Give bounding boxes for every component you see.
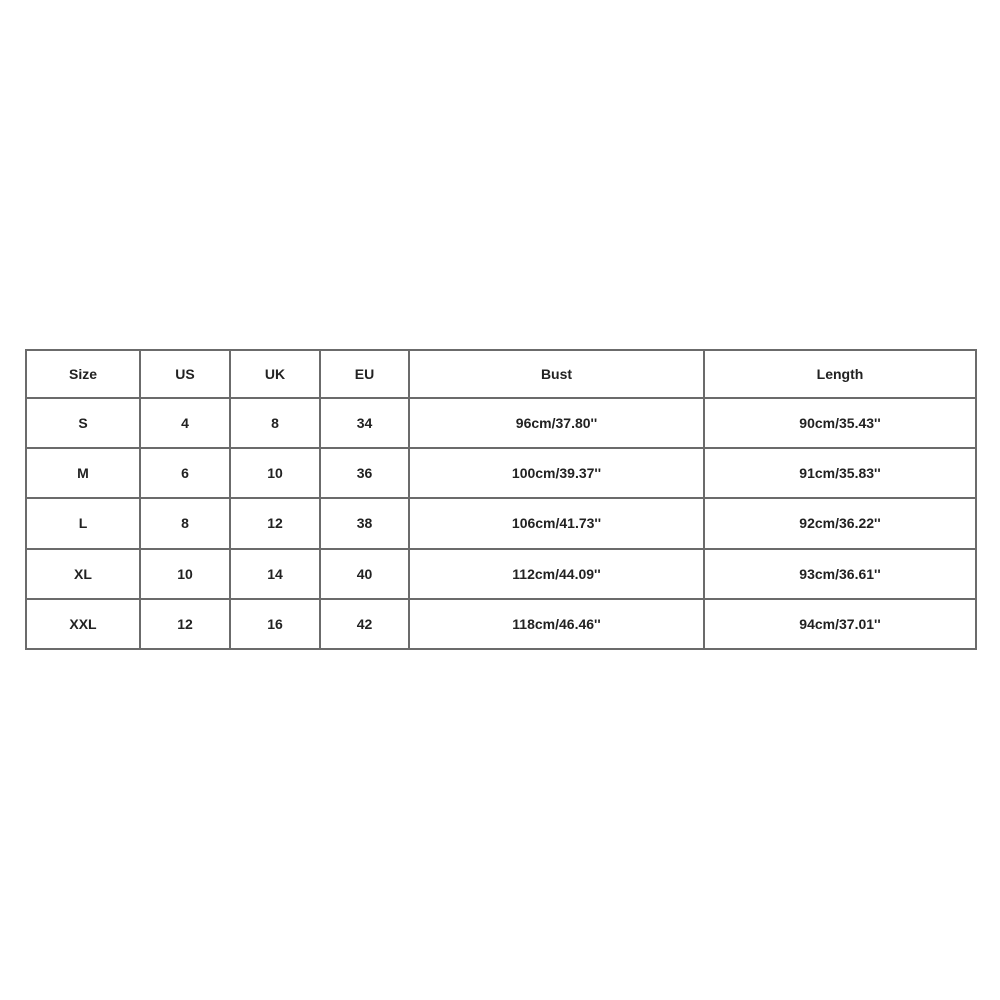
size-chart-table [25, 349, 977, 650]
cell-us: 8 [140, 498, 230, 548]
cell-bust: 96cm/37.80'' [409, 398, 704, 448]
cell-size: XL [26, 549, 140, 599]
cell-us: 10 [140, 549, 230, 599]
cell-size: M [26, 448, 140, 498]
header-us: US [140, 350, 230, 398]
table-row [26, 599, 976, 649]
cell-uk: 12 [230, 498, 320, 548]
cell-length: 93cm/36.61'' [704, 549, 976, 599]
cell-length: 94cm/37.01'' [704, 599, 976, 649]
cell-eu: 40 [320, 549, 409, 599]
cell-size: L [26, 498, 140, 548]
cell-uk: 10 [230, 448, 320, 498]
table-row [26, 448, 976, 498]
table-row [26, 398, 976, 448]
cell-eu: 38 [320, 498, 409, 548]
cell-eu: 34 [320, 398, 409, 448]
cell-length: 92cm/36.22'' [704, 498, 976, 548]
cell-size: XXL [26, 599, 140, 649]
cell-us: 4 [140, 398, 230, 448]
cell-bust: 118cm/46.46'' [409, 599, 704, 649]
table-row [26, 549, 976, 599]
cell-eu: 42 [320, 599, 409, 649]
cell-bust: 106cm/41.73'' [409, 498, 704, 548]
cell-eu: 36 [320, 448, 409, 498]
cell-uk: 14 [230, 549, 320, 599]
header-eu: EU [320, 350, 409, 398]
cell-uk: 8 [230, 398, 320, 448]
cell-uk: 16 [230, 599, 320, 649]
cell-size: S [26, 398, 140, 448]
cell-bust: 112cm/44.09'' [409, 549, 704, 599]
cell-length: 90cm/35.43'' [704, 398, 976, 448]
cell-bust: 100cm/39.37'' [409, 448, 704, 498]
header-size: Size [26, 350, 140, 398]
header-bust: Bust [409, 350, 704, 398]
header-uk: UK [230, 350, 320, 398]
cell-length: 91cm/35.83'' [704, 448, 976, 498]
cell-us: 12 [140, 599, 230, 649]
table-header-row [26, 350, 976, 398]
cell-us: 6 [140, 448, 230, 498]
header-length: Length [704, 350, 976, 398]
table-row [26, 498, 976, 548]
